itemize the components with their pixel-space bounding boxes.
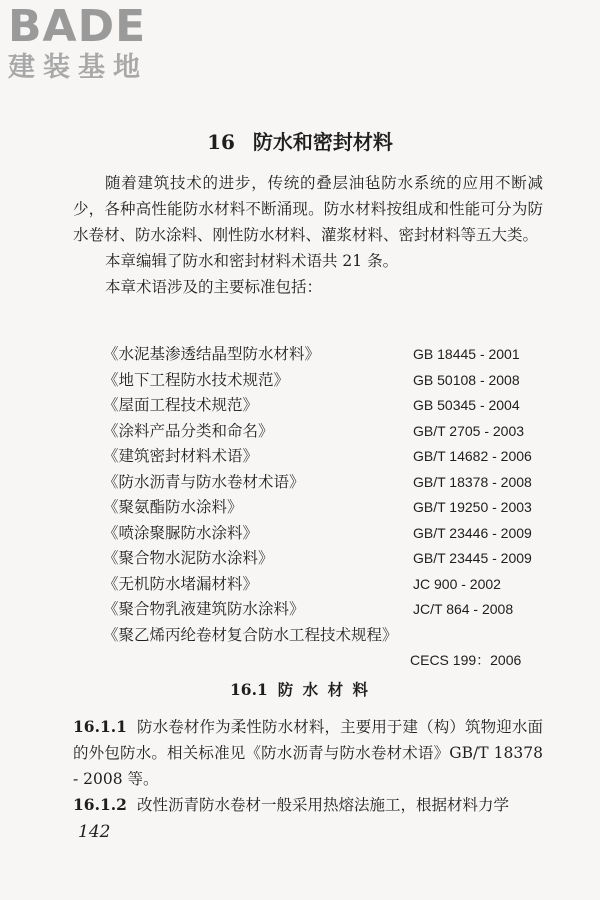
standard-code: GB 18445 - 2001 (413, 346, 520, 362)
standard-name: 《屋面工程技术规范》 (103, 396, 259, 414)
standard-row (73, 393, 543, 419)
section-title-text: 防 水 材 料 (277, 680, 370, 699)
intro-section (73, 170, 543, 300)
standard-name: 《聚氨酯防水涂料》 (103, 498, 243, 516)
standard-row (73, 342, 543, 368)
clause-text: 改性沥青防水卷材一般采用热熔法施工，根据材料力学 (136, 796, 509, 814)
standard-name: 《喷涂聚脲防水涂料》 (103, 523, 259, 542)
standard-code: GB 50108 - 2008 (413, 371, 520, 388)
standard-name: 《聚合物乳液建筑防水涂料》 (103, 600, 305, 618)
standard-code: GB/T 18378 - 2008 (413, 473, 532, 490)
standard-name-long: 《聚乙烯丙纶卷材复合防水工程技术规程》 (103, 625, 398, 644)
standard-name: 《建筑密封材料术语》 (103, 447, 259, 465)
standard-name: 《防水沥青与防水卷材术语》 (103, 472, 305, 491)
standard-row (73, 419, 543, 445)
clause-number: 16.1.2 (73, 795, 127, 814)
standard-code: GB 50345 - 2004 (413, 397, 520, 413)
publisher-logo (8, 1, 178, 84)
standard-code: JC/T 864 - 2008 (413, 601, 514, 617)
intro-paragraph: 本章编辑了防水和密封材料术语共 21 条。 (105, 252, 399, 270)
standard-code: GB/T 14682 - 2006 (413, 448, 532, 464)
standard-code: JC 900 - 2002 (413, 575, 501, 592)
standard-row (73, 597, 543, 623)
standard-code: GB/T 2705 - 2003 (413, 422, 525, 439)
clause (73, 792, 543, 818)
logo-chinese-name: 建装基地 (8, 52, 148, 83)
standard-name: 《水泥基渗透结晶型防水材料》 (103, 345, 321, 363)
standard-code-long: CECS 199：2006 (410, 652, 522, 668)
clause-number: 16.1.1 (73, 717, 127, 736)
standard-row (73, 368, 543, 394)
page-number: 142 (78, 822, 111, 842)
section-number: 16.1 (230, 680, 268, 699)
clause-text: 防水卷材作为柔性防水材料，主要用于建（构）筑物迎水面的外包防水。相关标准见《防水沥青与防水卷材术语》GB/T 18378 - 2008 等。 (73, 718, 543, 788)
standard-row (73, 470, 543, 496)
chapter-title-text: 防水和密封材料 (252, 130, 393, 154)
clauses (73, 714, 543, 818)
section-title (0, 678, 600, 700)
standard-row (73, 444, 543, 470)
intro-paragraph: 随着建筑技术的进步，传统的叠层油毡防水系统的应用不断减少，各种高性能防水材料不断涌现。防水材料按组成和性能可分为防水卷材、防水涂料、刚性防水材料、灌浆材料、密封材料等五大类。 (73, 174, 543, 244)
standard-code: GB/T 19250 - 2003 (413, 499, 532, 515)
standard-code: GB/T 23445 - 2009 (413, 550, 532, 566)
standard-name: 《聚合物水泥防水涂料》 (103, 549, 274, 567)
standards-list (73, 342, 543, 674)
chapter-number: 16 (207, 130, 235, 154)
standard-name: 《地下工程防水技术规范》 (103, 370, 290, 389)
standard-row (73, 495, 543, 521)
standard-code: GB/T 23446 - 2009 (413, 524, 532, 541)
standard-row (73, 572, 543, 598)
standard-name: 《无机防水堵漏材料》 (103, 574, 259, 593)
standard-name: 《涂料产品分类和命名》 (103, 421, 274, 440)
logo-wordmark: BADE (8, 1, 147, 52)
standard-row (73, 521, 543, 547)
chapter-title (0, 126, 600, 155)
clause (73, 714, 543, 792)
standard-row (73, 546, 543, 572)
intro-paragraph: 本章术语涉及的主要标准包括： (105, 278, 323, 296)
